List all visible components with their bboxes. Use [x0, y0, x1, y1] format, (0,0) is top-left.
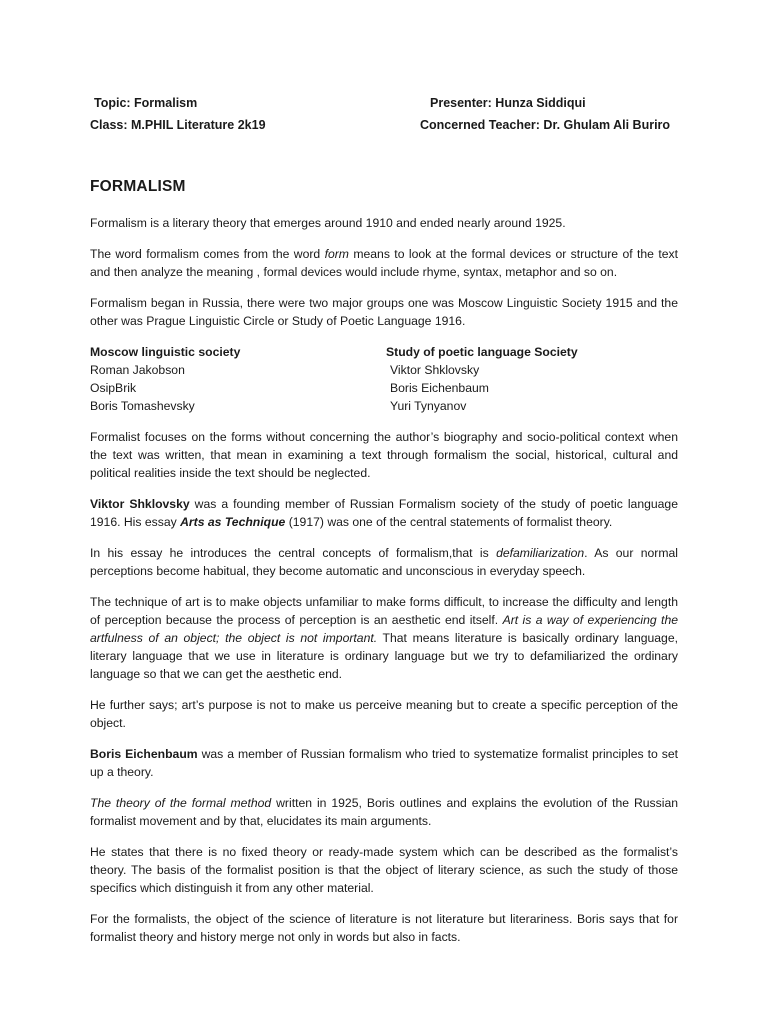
document-body	[90, 214, 678, 959]
paragraph-word-formalism	[90, 245, 678, 281]
paragraph-intro: Formalism is a literary theory that emerges around 1910 and ended nearly around 1925.	[90, 216, 566, 230]
list-item: OsipBrik	[90, 381, 137, 395]
bold-name: Boris Eichenbaum	[90, 747, 198, 761]
document-header	[90, 92, 678, 136]
paragraph-no-fixed-theory: He states that there is no fixed theory or ready-made system which can be described as the formalist’s theory. The basis of the formalist position is that the object of literary science, as such the study of those specifics which distinguish it from any other material.	[90, 845, 678, 895]
text-span: . As our normal perceptions become habitual, they become automatic and unconscious in everyday speech.	[90, 546, 678, 578]
paragraph-eichenbaum	[90, 745, 678, 781]
text-span: was a member of Russian formalism who tried to systematize formalist principles to set up a theory.	[90, 747, 678, 779]
text-span: was a founding member of Russian Formalism society of the study of poetic language 1916. His essay	[90, 497, 678, 529]
presenter-label: Presenter: Hunza Siddiqui	[430, 96, 586, 110]
paragraph-russia: Formalism began in Russia, there were two major groups one was Moscow Linguistic Society 1915 and the other was Prague Linguistic Circle or Study of Poetic Language 1916.	[90, 296, 678, 328]
text-span: (1917) was one of the central statements of formalist theory.	[285, 515, 613, 529]
paragraph-shklovsky	[90, 495, 678, 531]
paragraph-forms: Formalist focuses on the forms without concerning the author’s biography and socio-political context when the text was written, that mean in examining a text through formalism the social, historical, cultural and political realities inside the text should be neglected.	[90, 430, 678, 480]
emphasis-quote: Art is a way of experiencing the artfulness of an object; the object is not important.	[90, 613, 678, 645]
list-item: Viktor Shklovsky	[390, 363, 480, 377]
paragraph-technique	[90, 593, 678, 683]
class-label: Class: M.PHIL Literature 2k19	[90, 118, 266, 132]
text-span: means to look at the formal devices or structure of the text and then analyze the meaning , formal devices would include rhyme, syntax, metaphor and so on.	[90, 247, 678, 279]
paragraph-formal-method	[90, 794, 678, 830]
list-item: Roman Jakobson	[90, 363, 185, 377]
teacher-label: Concerned Teacher: Dr. Ghulam Ali Buriro	[420, 118, 671, 132]
text-span: In his essay he introduces the central concepts of formalism,that is	[90, 546, 497, 560]
text-span: The technique of art is to make objects unfamiliar to make forms difficult, to increase the difficulty and length of perception because the process of perception is an aesthetic end itself.	[90, 595, 678, 627]
text-span: The word formalism comes from the word	[90, 247, 325, 261]
emphasis-term: defamiliarization	[496, 546, 585, 560]
topic-label: Topic: Formalism	[94, 96, 198, 110]
list-item: Boris Tomashevsky	[90, 399, 195, 413]
list-item: Yuri Tynyanov	[390, 399, 467, 413]
header-row-1	[90, 92, 678, 114]
text-span: written in 1925, Boris outlines and explains the evolution of the Russian formalist movement and by that, elucidates its main arguments.	[90, 796, 678, 828]
header-row-2	[90, 114, 678, 136]
work-title: The theory of the formal method	[90, 796, 272, 810]
essay-title: Arts as Technique	[180, 515, 286, 529]
text-span: That means literature is basically ordinary language, literary language that we use in literature is ordinary language but we try to defamiliarized the ordinary language so that we can get the aesthetic end.	[90, 631, 678, 681]
list-heading: Study of poetic language Society	[386, 345, 578, 359]
list-item: Boris Eichenbaum	[390, 381, 489, 395]
document-title: FORMALISM	[90, 178, 186, 195]
bold-name: Viktor Shklovsky	[90, 497, 190, 511]
list-heading: Moscow linguistic society	[90, 345, 241, 359]
emphasis-form: form	[324, 247, 349, 261]
paragraph-purpose: He further says; art’s purpose is not to make us perceive meaning but to create a specific perception of the object.	[90, 698, 678, 730]
paragraph-defamiliarization	[90, 544, 678, 580]
poetic-language-society-list	[386, 343, 678, 415]
paragraph-literariness: For the formalists, the object of the science of literature is not literature but literariness. Boris says that for formalist theory and history merge not only in words but also in facts.	[90, 912, 678, 944]
moscow-society-list	[90, 343, 386, 415]
society-lists	[90, 343, 678, 415]
